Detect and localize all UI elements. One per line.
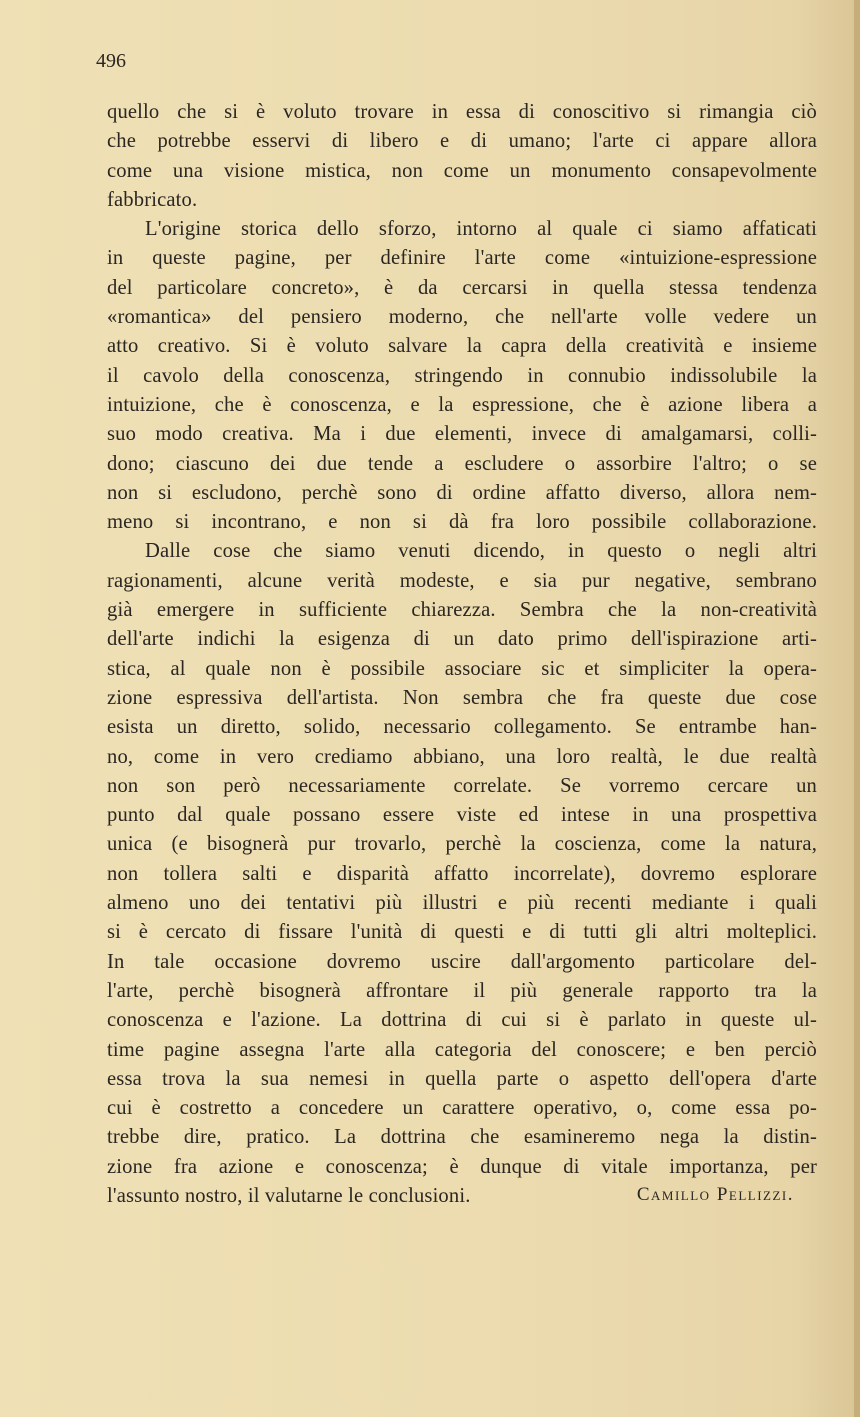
signature: Camillo Pellizzi. [636, 1184, 794, 1205]
text-line: In tale occasione dovremo uscire dall'argomento particolare del- [107, 950, 817, 973]
text-line: quello che si è voluto trovare in essa di conoscitivo si rimangia ciò [107, 101, 817, 123]
text-line: conoscenza e l'azione. La dottrina di cui si è parlato in queste ul- [107, 1009, 817, 1032]
text-line: «romantica» del pensiero moderno, che nell'arte volle vedere un [107, 306, 817, 329]
text-line: zione fra azione e conoscenza; è dunque di vitale importanza, per [107, 1155, 817, 1178]
text-line: dono; ciascuno dei due tende a escludere o assorbire l'altro; o se [107, 452, 817, 475]
text-line: meno si incontrano, e non si dà fra loro possibile collaborazione. [107, 511, 817, 534]
text-line: unica (e bisognerà pur trovarlo, perchè la coscienza, come la natura, [107, 833, 817, 856]
text-line: del particolare concreto», è da cercarsi in quella stessa tendenza [107, 276, 817, 299]
text-line: stica, al quale non è possibile associare sic et simpliciter la opera- [107, 657, 817, 680]
text-line: già emergere in sufficiente chiarezza. Sembra che la non-creatività [107, 599, 817, 622]
text-line: punto dal quale possano essere viste ed intese in una prospettiva [107, 804, 817, 827]
text-line: cui è costretto a concedere un carattere operativo, o, come essa po- [107, 1097, 817, 1120]
text-line: trebbe dire, pratico. La dottrina che esamineremo nega la distin- [107, 1126, 817, 1149]
text-line: no, come in vero crediamo abbiano, una loro realtà, le due realtà [107, 745, 817, 768]
text-line: L'origine storica dello sforzo, intorno al quale ci siamo affaticati [145, 218, 817, 241]
text-line: atto creativo. Si è voluto salvare la capra della creatività e insieme [107, 335, 817, 358]
text-line: intuizione, che è conoscenza, e la espressione, che è azione libera a [107, 393, 817, 416]
text-line: ragionamenti, alcune verità modeste, e sia pur negative, sembrano [107, 569, 817, 592]
text-line: dell'arte indichi la esigenza di un dato primo dell'ispirazione arti- [107, 628, 817, 651]
text-line: zione espressiva dell'artista. Non sembra che fra queste due cose [107, 686, 817, 709]
text-line: che potrebbe esservi di libero e di umano; l'arte ci appare allora [107, 130, 817, 153]
page-edge [854, 0, 860, 1417]
text-line: Dalle cose che siamo venuti dicendo, in questo o negli altri [145, 540, 817, 563]
text-line: si è cercato di fissare l'unità di questi e di tutti gli altri molteplici. [107, 921, 817, 944]
text-line: non son però necessariamente correlate. Se vorremo cercare un [107, 774, 817, 797]
text-line: esista un diretto, solido, necessario collegamento. Se entrambe han- [107, 716, 817, 739]
text-line: essa trova la sua nemesi in quella parte o aspetto dell'opera d'arte [107, 1067, 817, 1090]
text-line: l'assunto nostro, il valutarne le conclusioni. [107, 1184, 471, 1207]
text-line: time pagine assegna l'arte alla categoria del conoscere; e ben perciò [107, 1038, 817, 1061]
page-number: 496 [96, 50, 126, 72]
text-line: non tollera salti e disparità affatto incorrelate), dovremo esplorare [107, 862, 817, 885]
text-line: il cavolo della conoscenza, stringendo in connubio indissolubile la [107, 364, 817, 387]
text-line: almeno uno dei tentativi più illustri e più recenti mediante i quali [107, 892, 817, 915]
text-line: come una visione mistica, non come un monumento consapevolmente [107, 159, 817, 182]
text-line: non si escludono, perchè sono di ordine affatto diverso, allora nem- [107, 481, 817, 504]
text-line: l'arte, perchè bisognerà affrontare il più generale rapporto tra la [107, 979, 817, 1002]
body-text [107, 98, 817, 1211]
text-line: suo modo creativa. Ma i due elementi, invece di amalgamarsi, colli- [107, 423, 817, 446]
text-line: in queste pagine, per definire l'arte come «intuizione-espressione [107, 247, 817, 270]
text-line: fabbricato. [107, 188, 198, 211]
